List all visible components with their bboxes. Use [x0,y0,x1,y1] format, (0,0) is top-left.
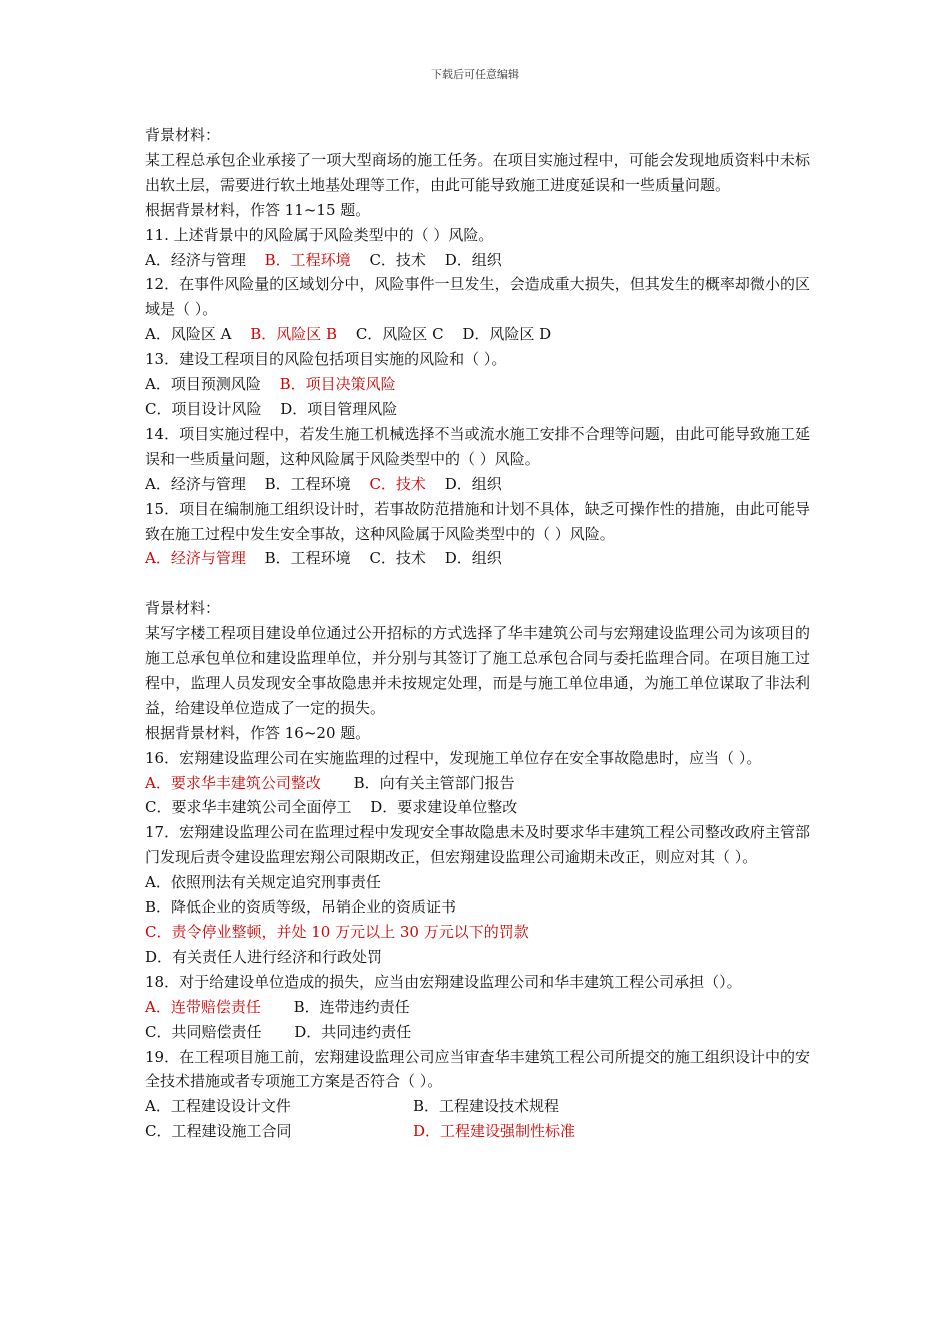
q18-option-a: A．连带赔偿责任 [145,997,261,1016]
section1-title: 背景材料： [145,126,221,144]
q17-option-d: D．有关责任人进行经济和行政处罚 [145,947,383,966]
document-body [145,123,810,1144]
q18-options-row1 [145,995,810,1020]
q13-option-d: D．项目管理风险 [280,399,398,418]
q16-options-row2 [145,795,810,820]
question-14: 14．项目实施过程中，若发生施工机械选择不当或流水施工安排不合理等问题，由此可能导致施工延误和一些质量问题，这种风险属于风险类型中的（ ）风险。 [145,424,810,468]
section2-instruction: 根据背景材料，作答 16~20 题。 [145,723,371,742]
q12-option-d: D．风险区 D [462,325,552,344]
q14-options [145,472,810,497]
q11-option-a: A．经济与管理 [145,250,246,269]
q11-options [145,248,810,273]
q15-option-a: A．经济与管理 [145,549,246,568]
q13-option-a: A．项目预测风险 [145,375,261,394]
q14-option-c: C．技术 [369,474,426,493]
q16-options-row1 [145,771,810,796]
q18-options-row2 [145,1020,810,1045]
q15-options [145,546,810,571]
q15-option-b: B．工程环境 [264,549,351,568]
question-16: 16．宏翔建设监理公司在实施监理的过程中，发现施工单位存在安全事故隐患时，应当（ ）。 [145,748,762,767]
q14-option-a: A．经济与管理 [145,474,246,493]
q11-option-d: D．组织 [444,250,502,269]
q18-option-b: B．连带违约责任 [293,997,410,1016]
q14-option-d: D．组织 [444,474,502,493]
question-19: 19．在工程项目施工前，宏翔建设监理公司应当审查华丰建筑工程公司所提交的施工组织设计中的安全技术措施或者专项施工方案是否符合（ ）。 [145,1047,810,1091]
q16-option-a: A．要求华丰建筑公司整改 [145,773,321,792]
q15-option-d: D．组织 [444,549,502,568]
q19-options-row1 [145,1094,810,1119]
q19-option-d: D．工程建设强制性标准 [413,1122,576,1141]
q18-option-c: C．共同赔偿责任 [145,1022,262,1041]
q16-option-c: C．要求华丰建筑公司全面停工 [145,798,352,817]
page-header: 下载后可任意编辑 [431,68,519,81]
q17-option-b: B．降低企业的资质等级，吊销企业的资质证书 [145,898,457,917]
section1-paragraph: 某工程总承包企业承接了一项大型商场的施工任务。在项目实施过程中，可能会发现地质资料中未标出软土层，需要进行软土地基处理等工作，由此可能导致施工进度延误和一些质量问题。 [145,150,810,194]
q11-option-c: C．技术 [369,250,426,269]
q11-option-b: B．工程环境 [264,250,351,269]
q13-options-row1 [145,372,810,397]
question-17: 17．宏翔建设监理公司在监理过程中发现安全事故隐患未及时要求华丰建筑工程公司整改政府主管部门发现后责令建设监理宏翔公司限期改正，但宏翔建设监理公司逾期未改正，则应对其（ ）。 [145,823,810,867]
q19-option-c: C．工程建设施工合同 [145,1122,292,1141]
q19-option-b: B．工程建设技术规程 [413,1097,560,1116]
section2-title: 背景材料： [145,599,221,618]
question-13: 13．建设工程项目的风险包括项目实施的风险和（ ）。 [145,350,507,369]
q12-options [145,322,810,347]
section-spacer [145,571,810,596]
q12-option-b: B．风险区 B [250,325,338,344]
q16-option-d: D．要求建设单位整改 [370,798,518,817]
q16-option-b: B．向有关主管部门报告 [353,773,515,792]
q19-options-row2 [145,1119,810,1144]
q13-option-c: C．项目设计风险 [145,399,262,418]
q12-option-c: C．风险区 C [355,325,444,344]
section2-paragraph: 某写字楼工程项目建设单位通过公开招标的方式选择了华丰建筑公司与宏翔建设监理公司为该项目的施工总承包单位和建设监理单位，并分别与其签订了施工总承包合同与委托监理合同。在项目施工过程中，监理人员发现安全事故隐患并未按规定处理，而是与施工单位串通，为施工单位谋取了非法利益，给建设单位造成了一定的损失。 [145,624,810,717]
section1-instruction: 根据背景材料，作答 11~15 题。 [145,200,371,219]
q12-option-a: A．风险区 A [145,325,232,344]
q13-option-b: B．项目决策风险 [279,375,396,394]
question-11: 11. 上述背景中的风险属于风险类型中的（ ）风险。 [145,225,494,244]
q14-option-b: B．工程环境 [264,474,351,493]
question-15: 15．项目在编制施工组织设计时，若事故防范措施和计划不具体，缺乏可操作性的措施，由此可能导致在施工过程中发生安全事故，这种风险属于风险类型中的（ ）风险。 [145,499,810,543]
q17-option-a: A．依照刑法有关规定追究刑事责任 [145,873,381,892]
question-12: 12．在事件风险量的区域划分中，风险事件一旦发生，会造成重大损失，但其发生的概率却微小的区域是（ ）。 [145,275,810,319]
q18-option-d: D．共同违约责任 [294,1022,412,1041]
question-18: 18．对于给建设单位造成的损失，应当由宏翔建设监理公司和华丰建筑工程公司承担（）。 [145,972,742,991]
q17-option-c: C．责令停业整顿，并处 10 万元以上 30 万元以下的罚款 [145,922,529,941]
q13-options-row2 [145,397,810,422]
q19-option-a: A．工程建设设计文件 [145,1097,291,1116]
q15-option-c: C．技术 [369,549,426,568]
